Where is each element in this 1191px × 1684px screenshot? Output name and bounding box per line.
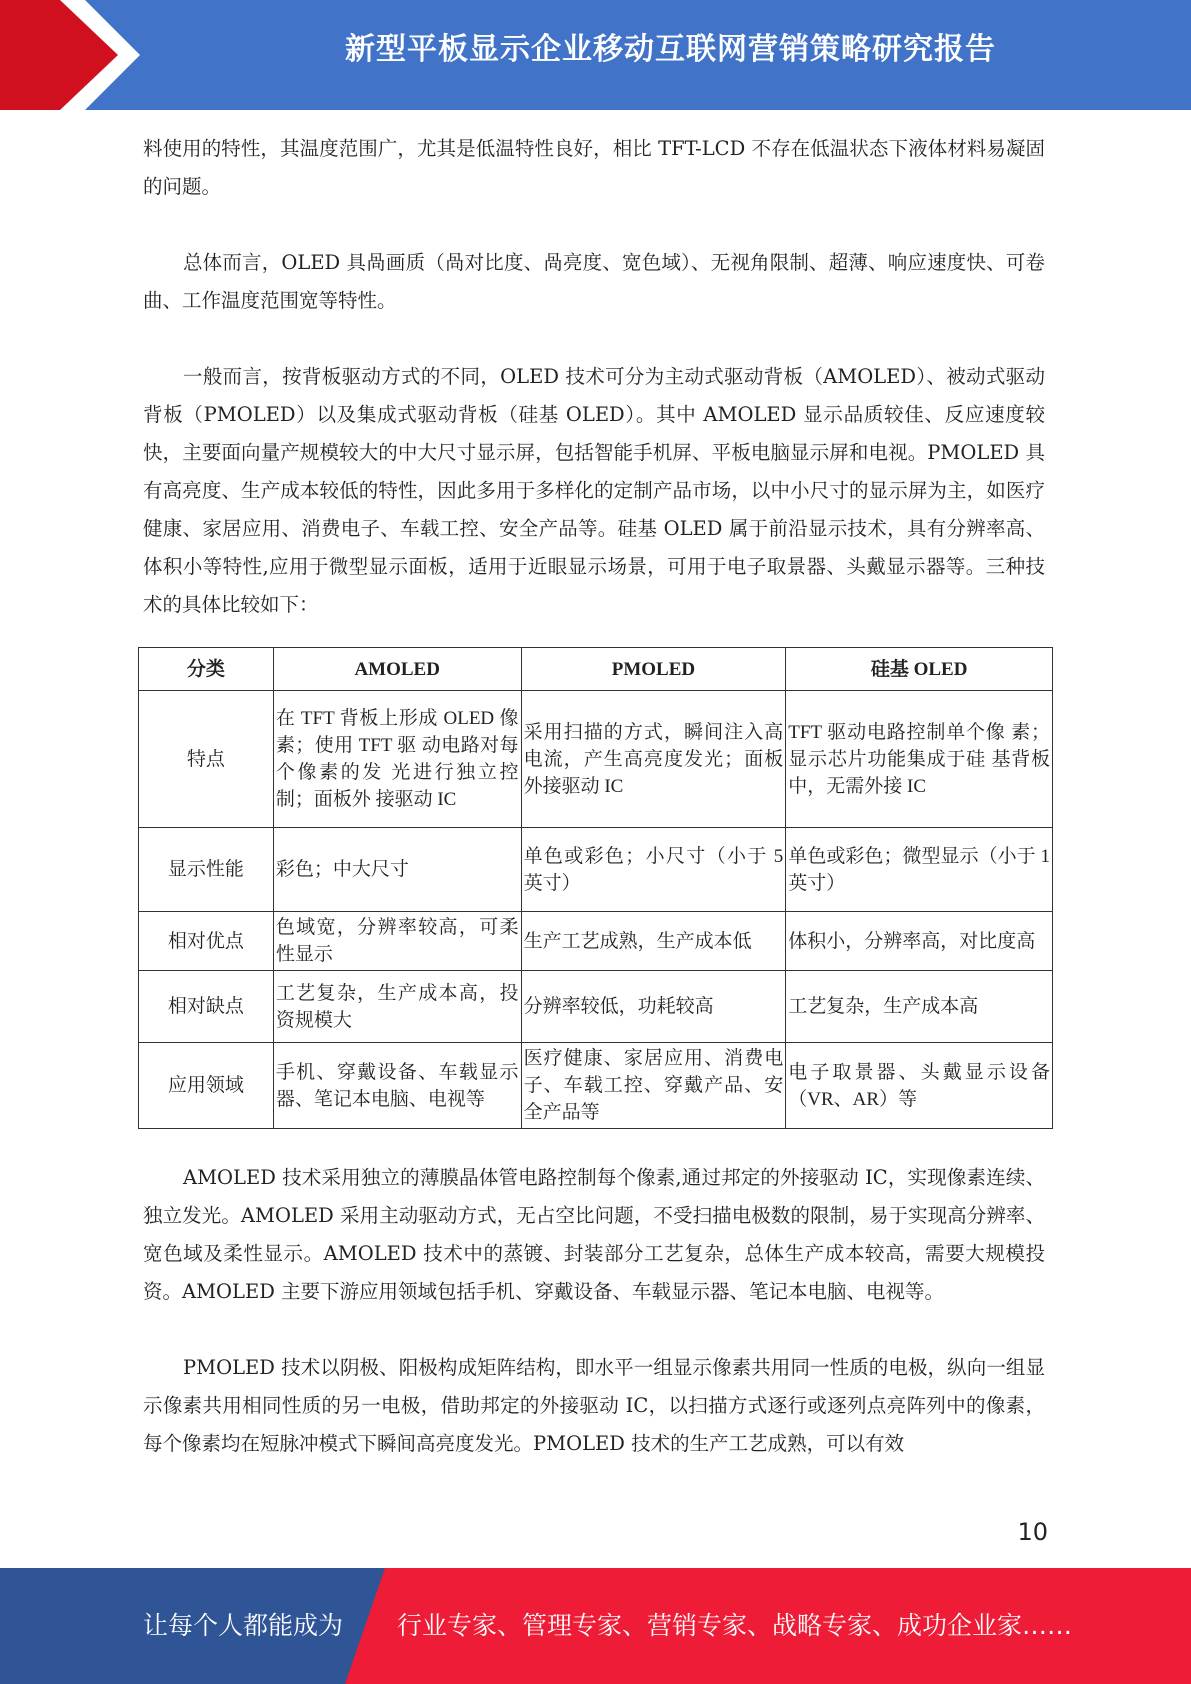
- paragraph-5: PMOLED 技术以阴极、阳极构成矩阵结构，即水平一组显示像素共用同一性质的电极，纵向一组显示像素共用相同性质的另一电极，借助邦定的外接驱动 IC，以扫描方式逐行或逐列点亮阵列中的像素，每个像素均在短脉冲模式下瞬间高亮度发光。PMOLED 技术的生产工艺成熟，可以有效: [143, 1356, 1045, 1455]
- header-arrow-icon: [0, 0, 160, 110]
- row-category: 特点: [139, 691, 274, 828]
- cell-amoled: 在 TFT 背板上形成 OLED 像素；使用 TFT 驱 动电路对每个像素的发 光进行独立控制；面板外 接驱动 IC: [273, 691, 521, 828]
- cell-amoled: 彩色；中大尺寸: [273, 828, 521, 912]
- table-header-si-oled: 硅基 OLED: [786, 648, 1053, 691]
- cell-si-oled: TFT 驱动电路控制单个像 素；显示芯片功能集成于硅 基背板中，无需外接 IC: [786, 691, 1053, 828]
- table-header-pmoled: PMOLED: [521, 648, 786, 691]
- footer-slogan-right: 行业专家、管理专家、营销专家、战略专家、成功企业家……: [397, 1611, 1073, 1640]
- cell-pmoled: 医疗健康、家居应用、消费电子、车载工控、穿戴产品、安全产品等: [521, 1043, 786, 1129]
- cell-pmoled: 采用扫描的方式，瞬间注入高电流，产生高亮度发光；面板外接驱动 IC: [521, 691, 786, 828]
- footer-slogan-left: 让每个人都能成为: [143, 1611, 344, 1640]
- cell-si-oled: 单色或彩色；微型显示（小于 1 英寸）: [786, 828, 1053, 912]
- row-category: 相对缺点: [139, 971, 274, 1043]
- cell-amoled: 工艺复杂，生产成本高，投资规模大: [273, 971, 521, 1043]
- cell-pmoled: 分辨率较低，功耗较高: [521, 971, 786, 1043]
- paragraph-3: 一般而言，按背板驱动方式的不同，OLED 技术可分为主动式驱动背板（AMOLED）、被动式驱动背板（PMOLED）以及集成式驱动背板（硅基 OLED）。其中 AMOLED 显示品质较佳、反应速度较快，主要面向量产规模较大的中大尺寸显示屏，包括智能手机屏、平板电脑显示屏和电视。PMOLED 具有高亮度、生产成本较低的特性，因此多用于多样化的定制产品市场，以中小尺寸的显示屏为主，如医疗健康、家居应用、消费电子、车载工控、安全产品等。硅基 OLED 属于前沿显示技术，具有分辨率高、体积小等特性,应用于微型显示面板，适用于近眼显示场景，可用于电子取景器、头戴显示器等。三种技术的具体比较如下：: [143, 365, 1045, 616]
- cell-si-oled: 工艺复杂，生产成本高: [786, 971, 1053, 1043]
- row-category: 显示性能: [139, 828, 274, 912]
- page-header: [0, 0, 1191, 110]
- cell-amoled: 色域宽，分辨率较高，可柔性显示: [273, 912, 521, 971]
- table-header-row: [139, 648, 1053, 691]
- table-header-category: 分类: [139, 648, 274, 691]
- row-category: 应用领域: [139, 1043, 274, 1129]
- cell-amoled: 手机、穿戴设备、车载显示器、笔记本电脑、电视等: [273, 1043, 521, 1129]
- row-category: 相对优点: [139, 912, 274, 971]
- table-row: [139, 691, 1053, 828]
- oled-comparison-table: [138, 647, 1053, 1129]
- table-row: [139, 828, 1053, 912]
- table-row: [139, 1043, 1053, 1129]
- page-footer: [0, 1568, 1191, 1684]
- table-header-amoled: AMOLED: [273, 648, 521, 691]
- cell-pmoled: 生产工艺成熟，生产成本低: [521, 912, 786, 971]
- document-body: [143, 130, 1050, 1463]
- cell-pmoled: 单色或彩色；小尺寸（小于 5 英寸）: [521, 828, 786, 912]
- paragraph-4: AMOLED 技术采用独立的薄膜晶体管电路控制每个像素,通过邦定的外接驱动 IC，实现像素连续、独立发光。AMOLED 采用主动驱动方式，无占空比问题，不受扫描电极数的限制，易于实现高分辨率、宽色域及柔性显示。AMOLED 技术中的蒸镀、封装部分工艺复杂，总体生产成本较高，需要大规模投资。AMOLED 主要下游应用领域包括手机、穿戴设备、车载显示器、笔记本电脑、电视等。: [143, 1166, 1045, 1303]
- paragraph-1: 料使用的特性，其温度范围广，尤其是低温特性良好，相比 TFT-LCD 不存在低温状态下液体材料易凝固的问题。: [143, 137, 1045, 198]
- table-row: [139, 912, 1053, 971]
- header-title: 新型平板显示企业移动互联网营销策略研究报告: [345, 32, 996, 67]
- table-row: [139, 971, 1053, 1043]
- paragraph-2: 总体而言，OLED 具咼画质（咼对比度、咼亮度、宽色域）、无视角限制、超薄、响应速度快、可卷曲、工作温度范围宽等特性。: [143, 251, 1045, 312]
- cell-si-oled: 体积小，分辨率高，对比度高: [786, 912, 1053, 971]
- cell-si-oled: 电子取景器、头戴显示设备（VR、AR）等: [786, 1043, 1053, 1129]
- page-number: 10: [1017, 1518, 1048, 1546]
